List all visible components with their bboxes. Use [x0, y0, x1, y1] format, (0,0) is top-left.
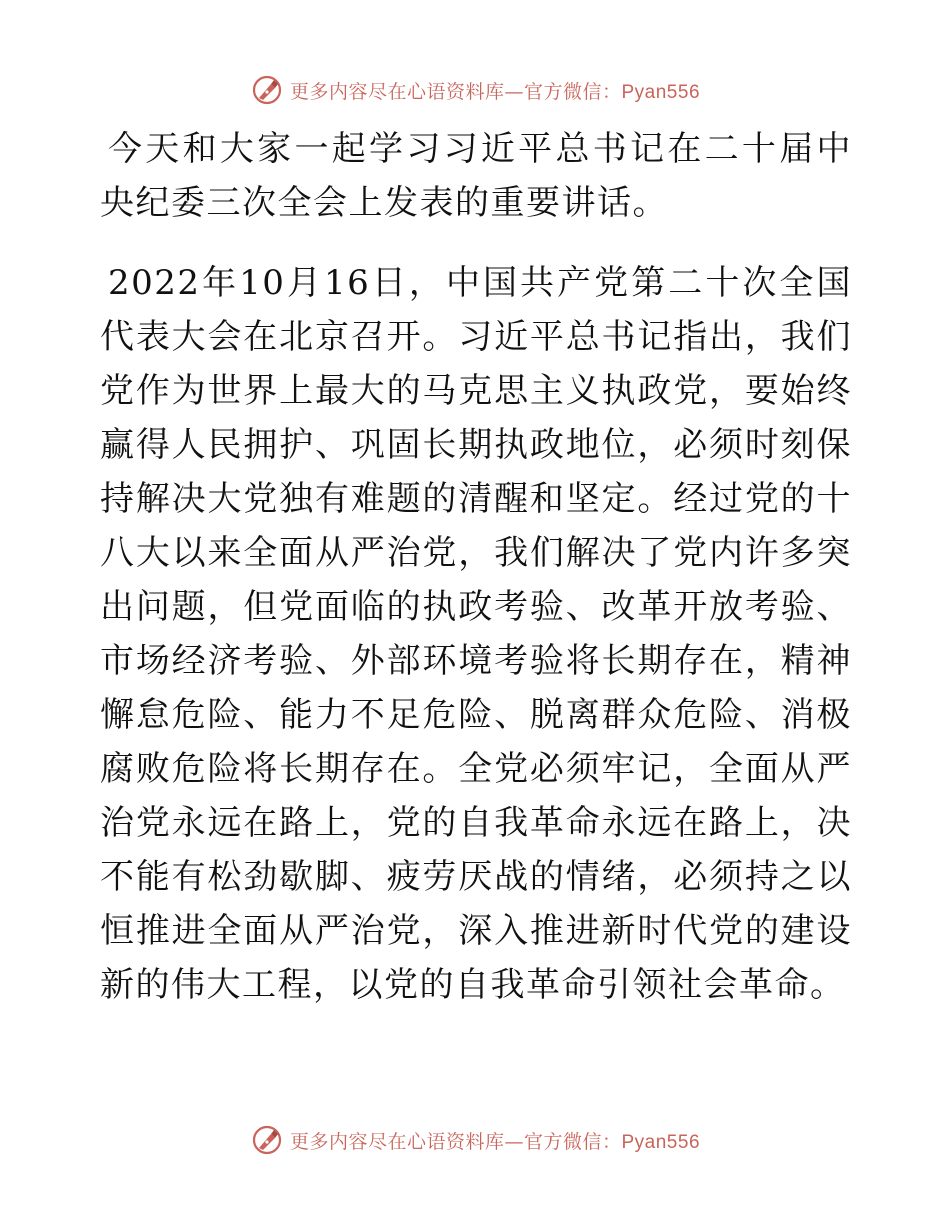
watermark-wechat-id: Pyan556 [621, 81, 701, 103]
watermark-brand: 更多内容尽在心语资料库 [289, 1130, 505, 1153]
document-body [100, 122, 852, 1012]
pen-nib-logo-icon [250, 73, 284, 107]
watermark-wechat-id: Pyan556 [621, 1131, 701, 1153]
paragraph-intro: 今天和大家一起学习习近平总书记在二十届中央纪委三次全会上发表的重要讲话。 [100, 129, 852, 223]
watermark-brand: 更多内容尽在心语资料库 [289, 80, 505, 103]
watermark-official: 官方微信： [523, 80, 622, 103]
watermark-text [290, 77, 700, 104]
paragraph-main: 2022年10月16日，中国共产党第二十次全国代表大会在北京召开。习近平总书记指出，我们党作为世界上最大的马克思主义执政党，要始终赢得人民拥护、巩固长期执政地位，必须时刻保持解决大党独有难题的清醒和坚定。经过党的十八大以来全面从严治党，我们解决了党内许多突出问题，但党面临的执政考验、改革开放考验、市场经济考验、外部环境考验将长期存在，精神懈怠危险、能力不足危险、脱离群众危险、消极腐败危险将长期存在。全党必须牢记，全面从严治党永远在路上，党的自我革命永远在路上，决不能有松劲歇脚、疲劳厌战的情绪，必须持之以恒推进全面从严治党，深入推进新时代党的建设新的伟大工程，以党的自我革命引领社会革命。 [100, 263, 852, 1005]
watermark-dash: — [504, 80, 524, 103]
watermark-official: 官方微信： [523, 1130, 622, 1153]
watermark-text [290, 1127, 700, 1154]
footer-watermark [0, 1120, 950, 1160]
watermark-dash: — [504, 1130, 524, 1153]
pen-nib-logo-icon [250, 1123, 284, 1157]
header-watermark [0, 70, 950, 110]
